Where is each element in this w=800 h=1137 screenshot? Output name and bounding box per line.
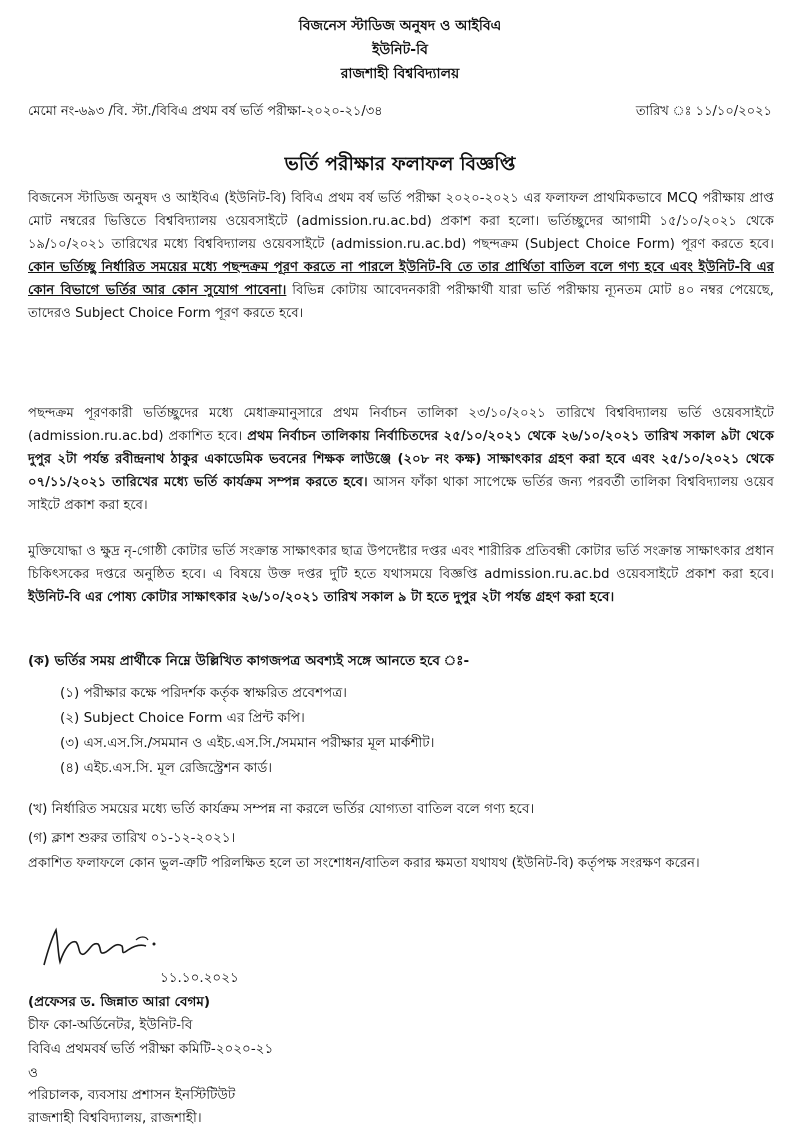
closing-note: প্রকাশিত ফলাফলে কোন ভুল-ত্রুটি পরিলক্ষিত হলে তা সংশোধন/বাতিল করার ক্ষমতা যথাযথ (ইউনিট-বি) কর্তৃপক্ষ সংরক্ষণ করেন। <box>28 856 700 871</box>
paragraph-quota-interview <box>28 540 774 609</box>
para2-interview: প্রথম নির্বাচন তালিকায় নির্বাচিতদের ২৫/১০/২০২১ থেকে ২৬/১০/২০২১ তারিখ সকাল ৯টা থেকে দুপুর ২টা পর্যন্ত রবীন্দ্রনাথ ঠাকুর একাডেমিক ভবনের শিক্ষক লাউঞ্জে (২০৮ নং কক্ষ) সাক্ষাৎকার গ্রহণ করা হবে এবং ২৫/১০/২০২১ থেকে ০৭/১১/২০২১ তারিখের মধ্যে ভর্তি কার্যক্রম সম্পন্ন করতে হবে। <box>28 429 774 490</box>
para2-text-c: আসন ফাঁকা থাকা সাপেক্ষে ভর্তির জন্য পরবর্তী তালিকা বিশ্ববিদ্যালয় ওয়েব সাইটে প্রকাশ করা হবে। <box>28 475 774 513</box>
document-item-2: (২) Subject Choice Form এর প্রিন্ট কপি। <box>60 710 305 726</box>
kha-clause: (খ) নির্ধারিত সময়ের মধ্যে ভর্তি কার্যক্রম সম্পন্ন না করলে ভর্তির যোগ্যতা বাতিল বলে গণ্য হবে। <box>28 801 535 817</box>
memo-number: মেমো নং-৬৯৩ /বি. স্টা./বিবিএ প্রথম বর্ষ ভর্তি পরীক্ষা-২০২০-২১/৩৪ <box>28 104 383 119</box>
document-item-1: (১) পরীক্ষার কক্ষে পরিদর্শক কর্তৃক স্বাক্ষরিত প্রবেশপত্র। <box>60 685 347 701</box>
ka-heading: (ক) ভর্তির সময় প্রার্থীকে নিম্নে উল্লিখিত কাগজপত্র অবশ্যই সঙ্গে আনতে হবে ঃ- <box>28 653 470 669</box>
paragraph-selection-list <box>28 402 774 517</box>
signatory-title-3: পরিচালক, ব্যবসায় প্রশাসন ইনস্টিটিউট <box>28 1087 236 1103</box>
signatory-name: (প্রফেসর ড. জিন্নাত আরা বেগম) <box>28 994 211 1010</box>
document-item-4: (৪) এইচ.এস.সি. মূল রেজিস্ট্রেশন কার্ড। <box>60 760 273 776</box>
header-unit: ইউনিট-বি <box>372 42 428 58</box>
memo-date: তারিখ ঃ ১১/১০/২০২১ <box>635 104 772 119</box>
signatory-title-4: রাজশাহী বিশ্ববিদ্যালয়, রাজশাহী। <box>28 1110 202 1126</box>
document-item-3: (৩) এস.এস.সি./সমমান ও এইচ.এস.সি./সমমান পরীক্ষার মূল মার্কশীট। <box>60 735 435 751</box>
para3-ward-quota: ইউনিট-বি এর পোষ্য কোটার সাক্ষাৎকার ২৬/১০/২০২১ তারিখ সকাল ৯ টা হতে দুপুর ২টা পর্যন্ত গ্রহণ করা হবে। <box>28 590 615 605</box>
signature-date: ১১.১০.২০২১ <box>160 970 239 986</box>
para1-warning: কোন ভর্তিচ্ছু নির্ধারিত সময়ের মধ্যে পছন্দক্রম পূরণ করতে না পারলে ইউনিট-বি তে তার প্রার্থিতা বাতিল বলে গণ্য হবে এবং ইউনিট-বি এর কোন বিভাগে ভর্তির আর কোন সুযোগ পাবেনা। <box>28 260 774 298</box>
header-university: রাজশাহী বিশ্ববিদ্যালয় <box>340 66 460 82</box>
para3-text-a: মুক্তিযোদ্ধা ও ক্ষুদ্র নৃ-গোষ্ঠী কোটার ভর্তি সংক্রান্ত সাক্ষাৎকার ছাত্র উপদেষ্টার দপ্তর এবং শারীরিক প্রতিবন্ধী কোটার ভর্তি সংক্রান্ত সাক্ষাৎকার প্রধান চিকিৎসকের দপ্তরে অনুষ্ঠিত হবে। এ বিষয়ে উক্ত দপ্তর দুটি হতে যথাসময়ে বিজ্ঞপ্তি admission.ru.ac.bd ওয়েবসাইটে প্রকাশ করা হবে। <box>28 544 774 582</box>
signatory-title-2: বিবিএ প্রথমবর্ষ ভর্তি পরীক্ষা কমিটি-২০২০-২১ <box>28 1041 274 1057</box>
para2-text-a: পছন্দক্রম পূরণকারী ভর্তিচ্ছুদের মধ্যে মেধাক্রমানুসারে প্রথম নির্বাচন তালিকা ২৩/১০/২০২১ তারিখে বিশ্ববিদ্যালয় ভর্তি ওয়েবসাইটে (admission.ru.ac.bd) প্রকাশিত হবে। <box>28 406 774 444</box>
signatory-conjunction: ও <box>28 1065 38 1081</box>
paragraph-result-publication <box>28 187 774 325</box>
para1-text-a: বিজনেস স্টাডিজ অনুষদ ও আইবিএ (ইউনিট-বি) বিবিএ প্রথম বর্ষ ভর্তি পরীক্ষা ২০২০-২০২১ এর ফলাফল প্রাথমিকভাবে MCQ পরীক্ষায় প্রাপ্ত মোট নম্বরের ভিত্তিতে বিশ্ববিদ্যালয় ওয়েবসাইটে (admission.ru.ac.bd) প্রকাশ করা হলো। ভর্তিচ্ছুদের আগামী ১৫/১০/২০২১ থেকে ১৯/১০/২০২১ তারিখের মধ্যে বিশ্ববিদ্যালয় ওয়েবসাইটে (admission.ru.ac.bd) পছন্দক্রম (Subject Choice Form) পূরণ করতে হবে। <box>28 191 774 252</box>
notice-title: ভর্তি পরীক্ষার ফলাফল বিজ্ঞপ্তি <box>284 153 516 175</box>
ga-clause: (গ) ক্লাশ শুরুর তারিখ ০১-১২-২০২১। <box>28 830 236 846</box>
signature-image <box>36 920 186 972</box>
para1-text-c: বিভিন্ন কোটায় আবেদনকারী পরীক্ষার্থী যারা ভর্তি পরীক্ষায় ন্যূনতম মোট ৪০ নম্বর পেয়েছে, তাদেরও Subject Choice Form পূরণ করতে হবে। <box>28 283 774 321</box>
signatory-title-1: চীফ কো-অর্ডিনেটর, ইউনিট-বি <box>28 1017 193 1033</box>
header-office: বিজনেস স্টাডিজ অনুষদ ও আইবিএ <box>298 18 502 34</box>
